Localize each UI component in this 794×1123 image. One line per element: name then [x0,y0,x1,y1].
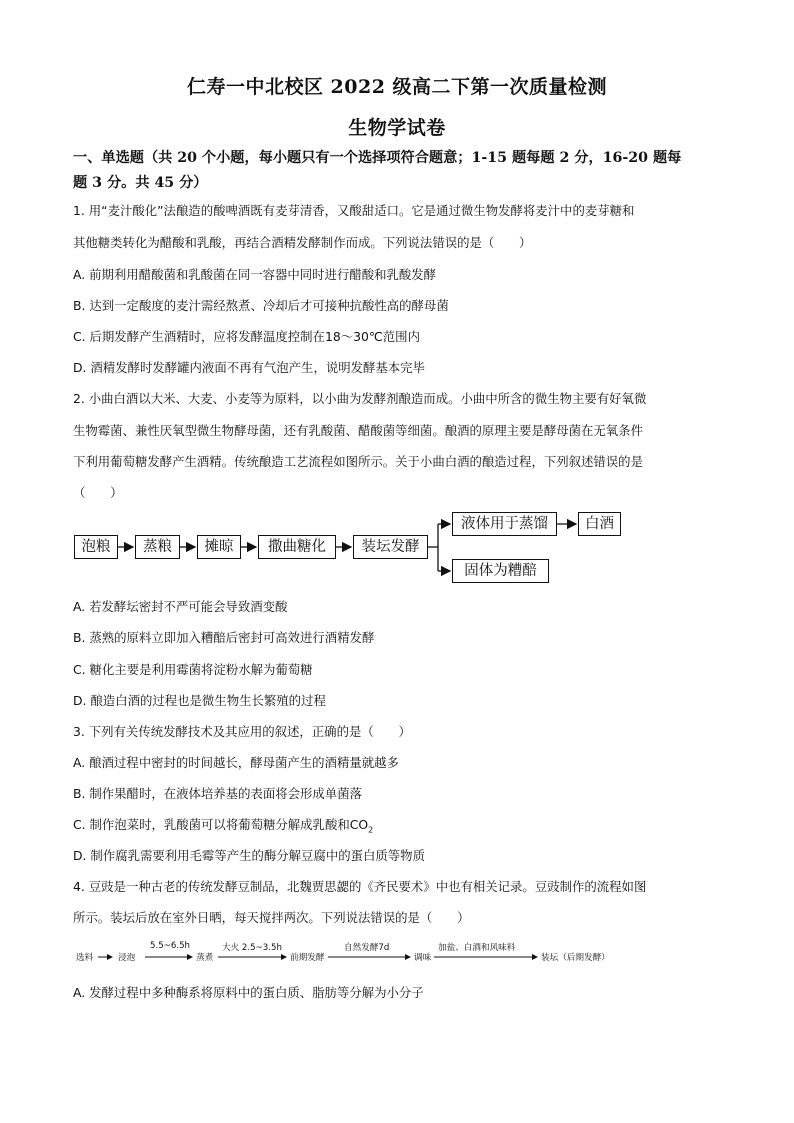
section-heading [73,146,725,196]
q1-stem-line-2: 其他糖类转化为醋酸和乳酸，再结合酒精发酵制作而成。下列说法错误的是（ ） [73,235,532,250]
q2-stem-line-1: 2. 小曲白酒以大米、大麦、小麦等为原料，以小曲为发酵剂酿造而成。小曲中所含的微生物主要有好氧微 [73,391,647,406]
liquor-process-flowchart [74,509,634,585]
douchi-process-flowchart [72,940,632,970]
d-label-soak-time: 5.5~6.5h [150,941,190,951]
d-step-select: 选料 [76,953,94,963]
q1-option-a: A. 前期利用醋酸菌和乳酸菌在同一容器中同时进行醋酸和乳酸发酵 [73,267,437,282]
q3-stem: 3. 下列有关传统发酵技术及其应用的叙述，正确的是（ ） [73,724,411,739]
q4-option-a: A. 发酵过程中多种酶系将原料中的蛋白质、脂肪等分解为小分子 [73,985,424,1000]
q3-option-d: D. 制作腐乳需要利用毛霉等产生的酶分解豆腐中的蛋白质等物质 [73,848,425,863]
exam-title: 仁寿一中北校区 2022 级高二下第一次质量检测 [186,76,608,98]
d-label-steam-time: 大火 2.5~3.5h [222,943,282,953]
section-heading-line-1: 一、单选题（共 20 个小题，每小题只有一个选择项符合题意；1-15 题每题 2 分，16-20 题每 [73,150,682,166]
exam-subtitle: 生物学试卷 [348,117,446,139]
step-steam-grain: 蒸粮 [135,535,180,559]
q3-option-c-text: C. 制作泡菜时，乳酸菌可以将葡萄糖分解成乳酸和 [73,817,350,832]
d-step-early-ferment: 前期发酵 [290,953,325,963]
q4-stem-line-1: 4. 豆豉是一种古老的传统发酵豆制品，北魏贾思勰的《齐民要术》中也有相关记录。豆豉制作的流程如图 [73,879,647,894]
section-heading-line-2: 题 3 分。共 45 分） [73,175,208,191]
q2-option-a: A. 若发酵坛密封不严可能会导致酒变酸 [73,599,288,614]
q2-stem-line-4: （ ） [73,485,123,500]
d-step-season: 调味 [414,953,432,963]
d-step-jar: 装坛（后期发酵） [541,953,610,963]
q3-option-c [73,815,373,834]
d-step-soak: 浸泡 [118,953,136,963]
step-liquor: 白酒 [578,512,621,536]
q1-option-b: B. 达到一定酸度的麦汁需经熬煮、冷却后才可接种抗酸性高的酵母菌 [73,298,449,313]
q3-option-b: B. 制作果醋时，在液体培养基的表面将会形成单菌落 [73,786,362,801]
q4-stem-line-2: 所示。装坛后放在室外日晒，每天搅拌两次。下列说法错误的是（ ） [73,910,470,925]
step-distill-liquid: 液体用于蒸馏 [452,512,557,536]
step-soak-grain: 泡粮 [74,535,118,559]
step-spread-cool: 摊晾 [197,535,241,559]
q2-stem-line-2: 生物霉菌、兼性厌氧型微生物酵母菌，还有乳酸菌、醋酸菌等细菌。酿酒的原理主要是酵母菌在无氧条件 [73,423,643,438]
q2-option-c: C. 糖化主要是利用霉菌将淀粉水解为葡萄糖 [73,662,313,677]
d-step-steam: 蒸煮 [196,953,214,963]
d-label-additives: 加盐、白酒和风味料 [438,943,516,953]
q1-stem-line-1: 1. 用“麦汁酸化”法酿造的酸啤酒既有麦芽清香，又酸甜适口。它是通过微生物发酵将麦汁中的麦芽糖和 [73,203,635,218]
q1-option-d: D. 酒精发酵时发酵罐内液面不再有气泡产生，说明发酵基本完毕 [73,360,425,375]
co2-base: CO [349,817,369,832]
co2-subscript: 2 [368,825,374,835]
q2-option-b: B. 蒸熟的原料立即加入糟醅后密封可高效进行酒精发酵 [73,630,375,645]
step-ferment: 装坛发酵 [353,535,428,559]
co2-formula [349,817,374,835]
q1-option-c: C. 后期发酵产生酒精时，应将发酵温度控制在18～30℃范围内 [73,329,420,344]
step-solid-residue: 固体为糟醅 [452,559,549,583]
q2-option-d: D. 酿造白酒的过程也是微生物生长繁殖的过程 [73,693,326,708]
q3-option-a: A. 酿酒过程中密封的时间越长，酵母菌产生的酒精量就越多 [73,755,399,770]
step-saccharify: 撒曲糖化 [258,535,336,559]
q2-stem-line-3: 下利用葡萄糖发酵产生酒精。传统酿造工艺流程如图所示。关于小曲白酒的酿造过程，下列叙述错误的是 [73,454,643,469]
d-label-natural-ferment: 自然发酵7d [344,943,390,953]
